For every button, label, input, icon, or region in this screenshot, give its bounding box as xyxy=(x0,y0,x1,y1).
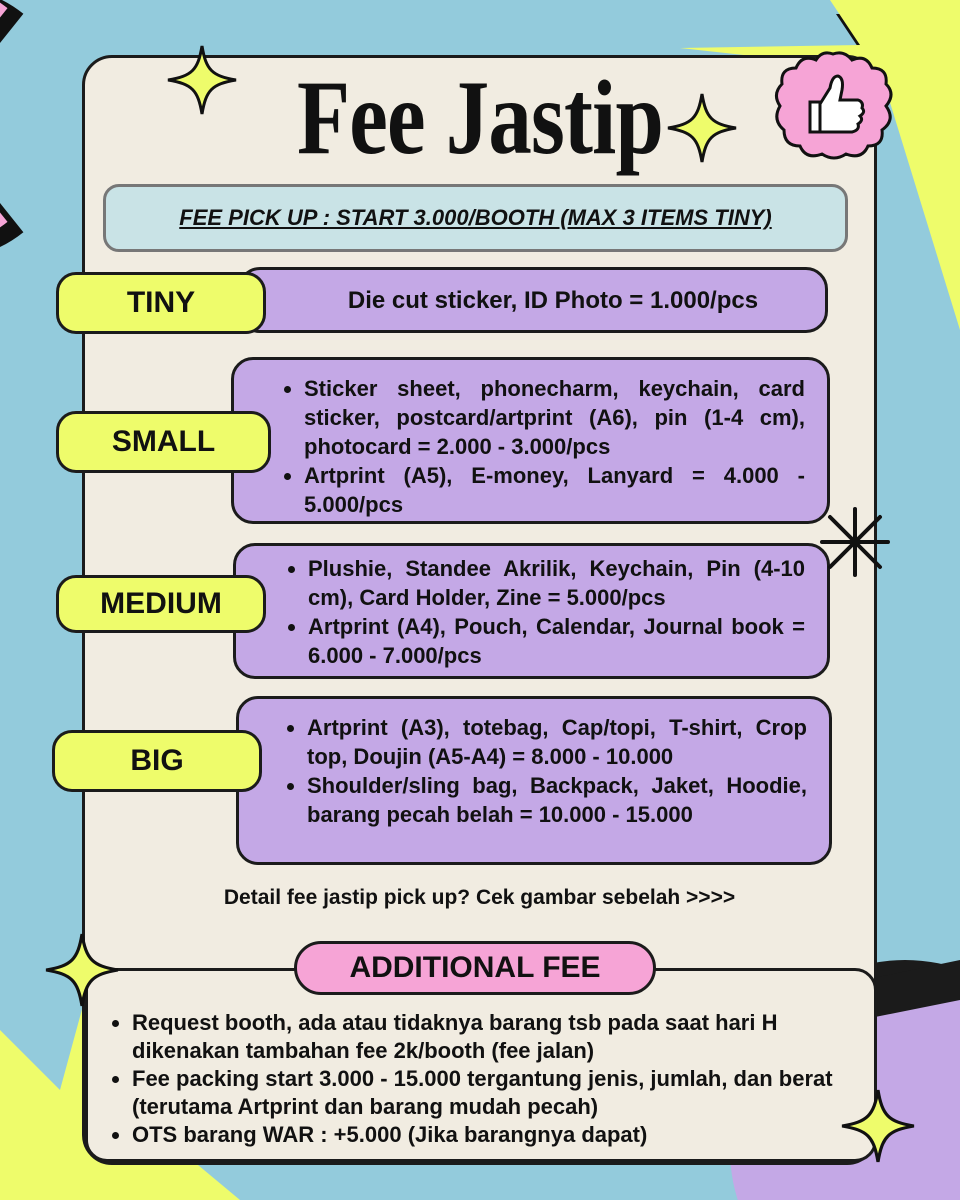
sparkle-icon xyxy=(666,92,738,164)
additional-fee-title: ADDITIONAL FEE xyxy=(294,941,656,995)
additional-fee-list xyxy=(106,1009,848,1149)
tier-tag-medium: MEDIUM xyxy=(56,575,266,633)
tier-box-medium xyxy=(233,543,830,679)
tier-item-list xyxy=(277,713,807,829)
tier-item-list xyxy=(278,554,805,670)
list-item: • Request booth, ada atau tidaknya barang tsb pada saat hari H dikenakan tambahan fee 2k/booth (fee jalan) xyxy=(132,1009,848,1065)
list-item: • Shoulder/sling bag, Backpack, Jaket, Hoodie, barang pecah belah = 10.000 - 15.000 xyxy=(307,771,807,829)
thumbs-up-icon xyxy=(772,50,894,160)
tier-box-tiny xyxy=(238,267,828,333)
tier-tag-small: SMALL xyxy=(56,411,271,473)
list-item: • Artprint (A3), totebag, Cap/topi, T-shirt, Crop top, Doujin (A5-A4) = 8.000 - 10.000 xyxy=(307,713,807,771)
page-title: Fee Jastip xyxy=(297,59,663,176)
tier-tag-tiny: TINY xyxy=(56,272,266,334)
sparkle-icon xyxy=(166,44,238,116)
pickup-fee-banner: FEE PICK UP : START 3.000/BOOTH (MAX 3 ITEMS TINY) xyxy=(103,184,848,252)
list-item: • Sticker sheet, phonecharm, keychain, card sticker, postcard/artprint (A6), pin (1-4 cm), photocard = 2.000 - 3.000/pcs xyxy=(304,374,805,461)
detail-note: Detail fee jastip pick up? Cek gambar sebelah >>>> xyxy=(223,886,736,909)
list-item: • OTS barang WAR : +5.000 (Jika barangnya dapat) xyxy=(132,1121,848,1149)
list-item: • Artprint (A5), E-money, Lanyard = 4.000 - 5.000/pcs xyxy=(304,461,805,519)
tier-box-small xyxy=(231,357,830,524)
tier-item-list xyxy=(274,374,805,519)
list-item: • Fee packing start 3.000 - 15.000 tergantung jenis, jumlah, dan berat (terutama Artprint dan barang mudah pecah) xyxy=(132,1065,848,1121)
sparkle-icon xyxy=(840,1088,916,1164)
tier-box-big xyxy=(236,696,832,865)
tier-text: Die cut sticker, ID Photo = 1.000/pcs xyxy=(347,286,759,314)
additional-fee-box xyxy=(85,968,877,1162)
sparkle-icon xyxy=(44,932,120,1008)
asterisk-icon xyxy=(818,505,892,579)
list-item: • Plushie, Standee Akrilik, Keychain, Pin (4-10 cm), Card Holder, Zine = 5.000/pcs xyxy=(308,554,805,612)
tier-tag-big: BIG xyxy=(52,730,262,792)
list-item: • Artprint (A4), Pouch, Calendar, Journal book = 6.000 - 7.000/pcs xyxy=(308,612,805,670)
